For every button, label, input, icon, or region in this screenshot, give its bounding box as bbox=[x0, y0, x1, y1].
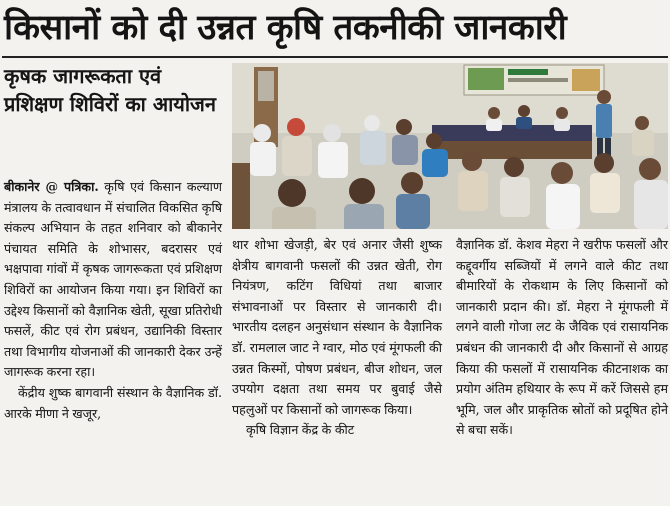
article-paragraph: केंद्रीय शुष्क बागवानी संस्थान के वैज्ञानिक डॉ. आरके मीणा ने खजूर, bbox=[4, 384, 222, 421]
paragraph-text: कृषि एवं किसान कल्याण मंत्रालय के तत्वावधान में संचालित विकसित कृषि संकल्प अभियान के तहत शनिवार को बीकानेर पंचायत समिति के शोभासर, बदरासर एवं भक्षपावा गांवों में कृषक जागरूकता एवं प्रशिक्षण शिविरों का आयोजन किया गया। इन शिविरों का उद्देश्य किसानों को वैज्ञानिक खेती, सूखा प्रतिरोधी फसलें, कीट एवं रोग प्रबंधन, उद्यानिकी विस्तार तथा विभागीय योजनाओं की जानकारी देकर उन्हें जागरूक करना रहा। bbox=[4, 179, 222, 380]
article-column-3 bbox=[456, 235, 668, 441]
article-paragraph bbox=[4, 177, 222, 383]
headline-divider bbox=[2, 56, 668, 58]
subheadline: कृषक जागरूकता एवं प्रशिक्षण शिविरों का आयोजन bbox=[4, 64, 216, 116]
article-paragraph: कृषि विज्ञान केंद्र के कीट bbox=[246, 422, 355, 438]
event-photo bbox=[232, 63, 668, 229]
event-photo-illustration bbox=[232, 63, 668, 229]
article-column-2 bbox=[232, 235, 442, 441]
article-column-1 bbox=[4, 177, 222, 424]
dateline: बीकानेर @ पत्रिका. bbox=[4, 179, 99, 194]
headline: किसानों को दी उन्नत कृषि तकनीकी जानकारी bbox=[4, 8, 567, 48]
article-paragraph: थार शोभा खेजड़ी, बेर एवं अनार जैसी शुष्क क्षेत्रीय बागवानी फसलों की उन्नत खेती, रोग नियंत्रण, कटिंग विधियां तथा बाजार संभावनाओं पर विस्तार से जानकारी दी। भारतीय दलहन अनुसंधान संस्थान के वैज्ञानिक डॉ. रामलाल जाट ने ग्वार, मोठ एवं मूंगफली की उन्नत किस्मों, पोषण प्रबंधन, बीज शोधन, जल उपयोग दक्षता तथा समय पर बुवाई जैसे पहलुओं पर किसानों को जागरूक किया। bbox=[232, 237, 442, 417]
article-paragraph: वैज्ञानिक डॉ. केशव मेहरा ने खरीफ फसलों और कद्दूवर्गीय सब्जियों में लगने वाले कीट तथा बीमारियों के रोकथाम के लिए किसानों को जानकारी प्रदान की। डॉ. मेहरा ने मूंगफली में लगने वाली गोजा लट के जैविक एवं रासायनिक प्रबंधन की जानकारी दी और किसानों से आग्रह किया की फसलों में रासायनिक कीटनाशक का प्रयोग अंतिम हथियार के रूप में करें जिससे हम भूमि, जल और प्राकृतिक स्रोतों को प्रदूषित होने से बचा सकें। bbox=[456, 237, 668, 438]
